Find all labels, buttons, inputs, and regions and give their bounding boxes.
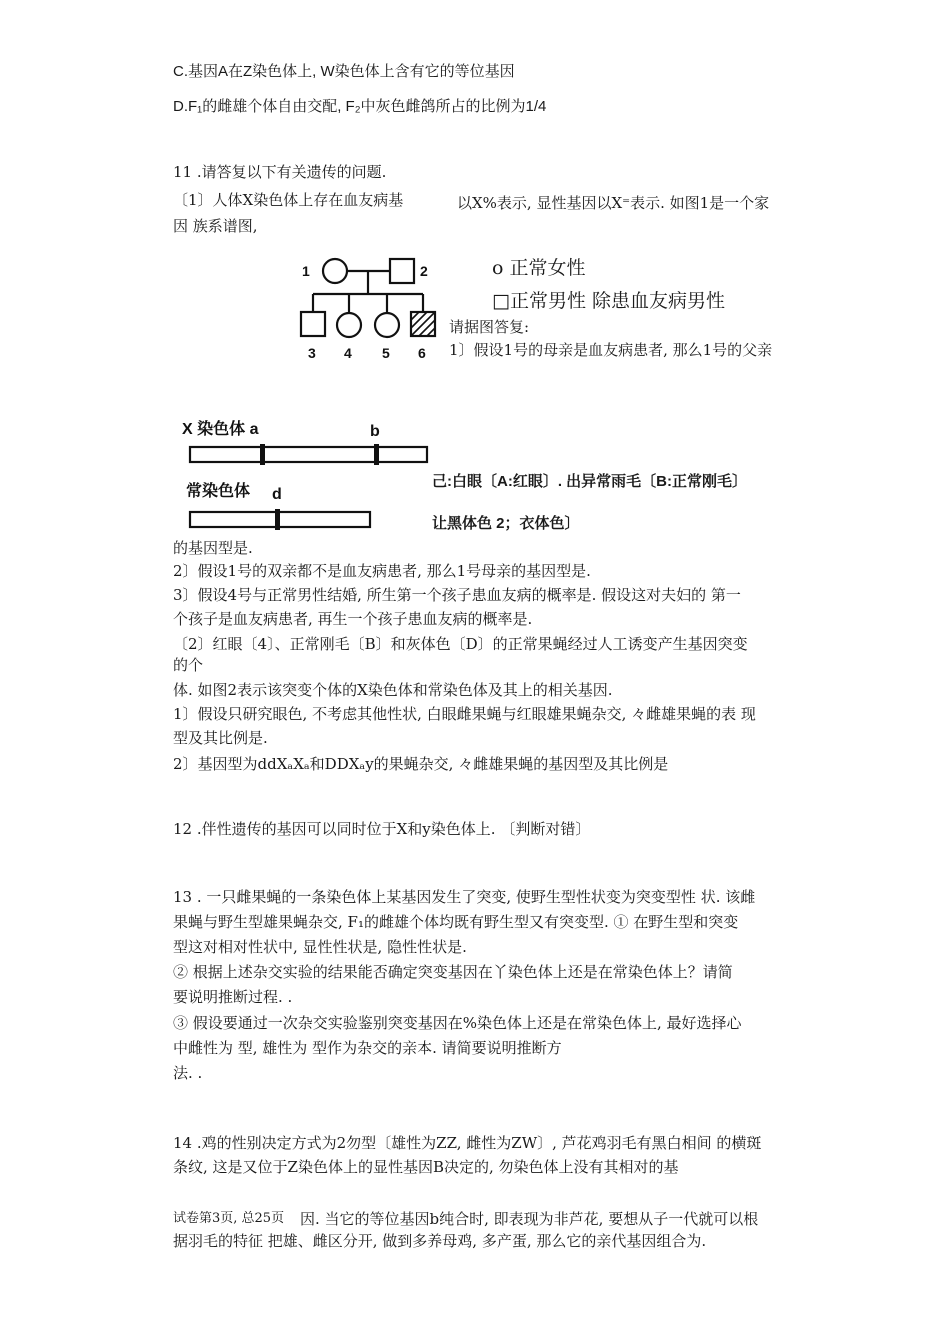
x-chromosome-label: X 染色体 a bbox=[182, 421, 259, 438]
q13-line8: 法. . bbox=[173, 1064, 203, 1082]
pedigree-label-2: 2 bbox=[420, 263, 428, 279]
q14-line3: 因. 当它的等位基因b纯合时, 即表现为非芦花, 要想从子一代就可以根 bbox=[300, 1210, 759, 1228]
q14-line4: 据羽毛的特征 把雄、雌区分开, 做到多养母鸡, 多产蛋, 那么它的亲代基因组合为. bbox=[173, 1232, 707, 1250]
q13-line3: 型这对相对性状中, 显性性状是, 隐性性状是. bbox=[173, 938, 467, 956]
q11-part2-p1-cont: 型及其比例是. bbox=[173, 729, 268, 747]
legend-male: □正常男性 除患血友病男性 bbox=[492, 290, 725, 312]
chromosome-figure bbox=[180, 412, 435, 532]
option-d: D.F₁的雌雄个体自由交配, F₂中灰色雌鸽所占的比例为1/4 bbox=[173, 98, 547, 115]
q11-part2-p1: 1〕假设只研究眼色, 不考虑其他性状, 白眼雌果蝇与红眼雄果蝇杂交, 々雌雄果蝇的表 现 bbox=[173, 705, 756, 723]
q11-part1-line1b: 以X%表示, 显性基因以X⁼表示. 如图1是一个家 bbox=[457, 194, 770, 212]
pedigree-label-6: 6 bbox=[418, 345, 426, 361]
q13-line7: 中雌性为 型, 雄性为 型作为杂交的亲本. 请简要说明推断方 bbox=[173, 1039, 562, 1057]
q11-part1-line2: 因 族系谱图, bbox=[173, 217, 258, 235]
q11-p3: 3〕假设4号与正常男性结婚, 所生第一个孩子患血友病的概率是. 假设这对夫妇的 第一 bbox=[173, 586, 741, 604]
pedigree-label-3: 3 bbox=[308, 345, 316, 361]
q11-part2-line2: 的个 bbox=[173, 656, 204, 674]
q11-part1-line1: 〔1〕人体X染色体上存在血友病基 bbox=[173, 191, 404, 209]
q11-ask: 请据图答复: bbox=[449, 318, 530, 336]
q11-p1: 1〕假设1号的母亲是血友病患者, 那么1号的父亲 bbox=[449, 341, 773, 359]
page-footer: 试卷第3页, 总25页 bbox=[173, 1211, 285, 1226]
q11-part2-line1: 〔2〕红眼〔4〕、正常刚毛〔B〕和灰体色〔D〕的正常果蝇经过人工诱变产生基因突变 bbox=[173, 635, 748, 653]
q11-part2-p2: 2〕基因型为ddXₐXₐ和DDXₐy的果蝇杂交, 々雌雄果蝇的基因型及其比例是 bbox=[173, 755, 669, 773]
pedigree-chart bbox=[296, 250, 446, 365]
pedigree-label-4: 4 bbox=[344, 345, 352, 361]
fig2-key2: 让黑体色 2；衣体色〕 bbox=[432, 515, 580, 532]
pedigree-label-1: 1 bbox=[302, 263, 310, 279]
q13-line1: 13 . 一只雌果蝇的一条染色体上某基因发生了突变, 使野生型性状变为突变型性 状. 该雌 bbox=[173, 888, 756, 906]
q11-part2-line3: 体. 如图2表示该突变个体的X染色体和常染色体及其上的相关基因. bbox=[173, 681, 613, 699]
q11-p1-cont: 的基因型是. bbox=[173, 539, 253, 557]
q14-line1: 14 .鸡的性别决定方式为2勿型〔雄性为ZZ, 雌性为ZW〕, 芦花鸡羽毛有黑白相间 的横斑 bbox=[173, 1134, 762, 1152]
q13-line5: 要说明推断过程. . bbox=[173, 988, 293, 1006]
q11-p2: 2〕假设1号的双亲都不是血友病患者, 那么1号母亲的基因型是. bbox=[173, 562, 591, 580]
q12: 12 .伴性遗传的基因可以同时位于X和y染色体上. 〔判断对错〕 bbox=[173, 820, 591, 838]
q13-line6: ③ 假设要通过一次杂交实验鉴别突变基因在%染色体上还是在常染色体上, 最好选择心 bbox=[173, 1014, 742, 1032]
q11-title: 11 .请答复以下有关遗传的问题. bbox=[173, 163, 387, 181]
pedigree-label-5: 5 bbox=[382, 345, 390, 361]
option-c: C.基因A在Z染色体上, W染色体上含有它的等位基因 bbox=[173, 63, 515, 80]
q11-p3-cont: 个孩子是血友病患者, 再生一个孩子患血友病的概率是. bbox=[173, 610, 533, 628]
q14-line2: 条纹, 这是又位于Z染色体上的显性基因B决定的, 勿染色体上没有其相对的基 bbox=[173, 1158, 679, 1176]
gene-b-label: b bbox=[370, 423, 380, 440]
fig2-key1: 己:白眼〔A:红眼〕. 出异常雨毛〔B:正常刚毛〕 bbox=[432, 473, 747, 490]
legend-female: o 正常女性 bbox=[492, 257, 586, 279]
q13-line2: 果蝇与野生型雄果蝇杂交, F₁的雌雄个体均既有野生型又有突变型. ① 在野生型和突变 bbox=[173, 913, 739, 931]
gene-d-label: d bbox=[272, 486, 282, 503]
autosome-label: 常染色体 bbox=[186, 483, 251, 500]
q13-line4: ② 根据上述杂交实验的结果能否确定突变基因在丫染色体上还是在常染色体上？请简 bbox=[173, 963, 733, 981]
